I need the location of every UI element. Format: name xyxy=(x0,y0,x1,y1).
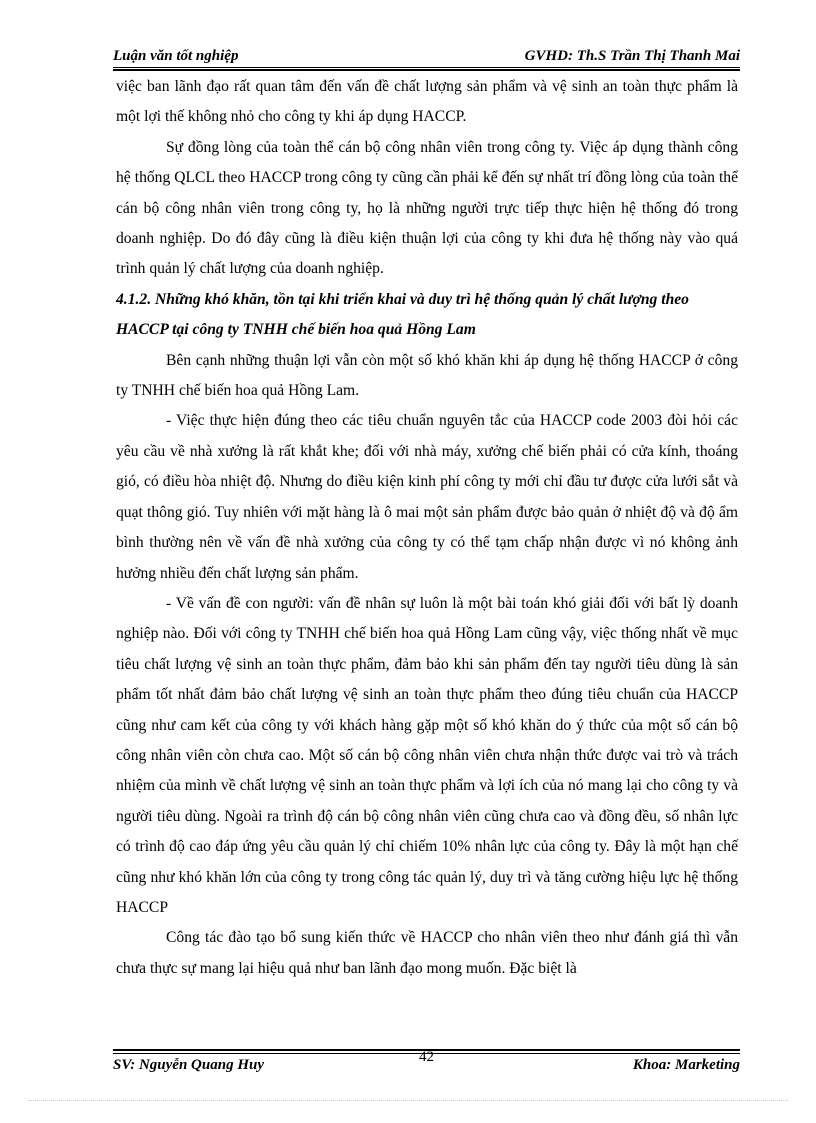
header-thesis-label: Luận văn tốt nghiệp xyxy=(113,48,239,64)
header-rule-thick xyxy=(113,69,740,71)
page-bottom-border xyxy=(28,1100,788,1101)
paragraph-consensus: Sự đồng lòng của toàn thể cán bộ công nhân viên trong công ty. Việc áp dụng thành công hệ thống QLCL theo HACCP trong công ty cũng cần phải kể đến sự nhất trí đồng lòng của toàn thể cán bộ công nhân viên trong công ty, họ là những người trực tiếp thực hiện hệ thống đó trong doanh nghiệp. Do đó đây cũng là điều kiện thuận lợi của công ty khi đưa hệ thống này vào quá trình quản lý chất lượng của doanh nghiệp. xyxy=(116,138,738,278)
header-rule-thin xyxy=(113,67,740,68)
paragraph-human-resources: - Về vấn đề con người: vấn đề nhân sự luôn là một bài toán khó giải đối với bất lỳ doanh nghiệp nào. Đối với công ty TNHH chế biến hoa quả Hồng Lam cũng vậy, việc thống nhất về mục tiêu chất lượng vệ sinh an toàn thực phẩm, đảm bảo khi sản phẩm đến tay người tiêu dùng là sản phẩm tốt nhất đảm bảo chất lượng vệ sinh an toàn thực phẩm theo đúng tiêu chuẩn của HACCP cũng như cam kết của công ty với khách hàng gặp một số khó khăn do ý thức của một số cán bộ công nhân viên còn chưa cao. Một số cán bộ công nhân viên chưa nhận thức được vai trò và trách nhiệm của mình về chất lượng vệ sinh an toàn thực phẩm và lợi ích của nó mang lại cho công ty và người tiêu dùng. Ngoài ra trình độ cán bộ công nhân viên cũng chưa cao và đồng đều, số nhân lực có trình độ cao đáp ứng yêu cầu quản lý chỉ chiếm 10% nhân lực của công ty. Đây là một hạn chế cũng như khó khăn lớn của công ty trong công tác quản lý, duy trì và tăng cường hiệu lực hệ thống HACCP xyxy=(116,594,738,916)
paragraph-intro-difficulties: Bên cạnh những thuận lợi vẫn còn một số khó khăn khi áp dụng hệ thống HACCP ở công ty TNHH chế biến hoa quả Hồng Lam. xyxy=(116,351,738,400)
paragraph-continuation: việc ban lãnh đạo rất quan tâm đến vấn đề chất lượng sản phẩm và vệ sinh an toàn thực phẩm là một lợi thế không nhỏ cho công ty khi áp dụng HACCP. xyxy=(116,78,738,126)
paragraph-factory-requirements: - Việc thực hiện đúng theo các tiêu chuẩn nguyên tắc của HACCP code 2003 đòi hỏi các yêu cầu về nhà xưởng là rất khắt khe; đối với nhà máy, xưởng chế biến phải có cửa kính, thoáng gió, có điều hòa nhiệt độ. Nhưng do điều kiện kinh phí công ty mới chỉ đầu tư được cửa lưới sắt và quạt thông gió. Tuy nhiên với mặt hàng là ô mai một sản phẩm được bảo quản ở nhiệt độ và độ ẩm bình thường nên về vấn đề nhà xưởng của công ty có thể tạm chấp nhận được vì nó không ảnh hưởng nhiều đến chất lượng sản phẩm. xyxy=(116,412,738,582)
header-advisor: GVHD: Th.S Trần Thị Thanh Mai xyxy=(524,48,740,64)
paragraph-training: Công tác đào tạo bổ sung kiến thức về HACCP cho nhân viên theo như đánh giá thì vẫn chưa thực sự mang lại hiệu quả như ban lãnh đạo mong muốn. Đặc biệt là xyxy=(116,929,738,977)
section-heading: 4.1.2. Những khó khăn, tồn tại khi triển khai và duy trì hệ thống quản lý chất lượng theo HACCP tại công ty TNHH chế biến hoa quả Hồng Lam xyxy=(116,290,689,339)
page-number: 42 xyxy=(419,1049,434,1065)
footer-faculty: Khoa: Marketing xyxy=(632,1057,740,1073)
page-body xyxy=(116,72,738,984)
footer-student: SV: Nguyễn Quang Huy xyxy=(113,1057,264,1073)
